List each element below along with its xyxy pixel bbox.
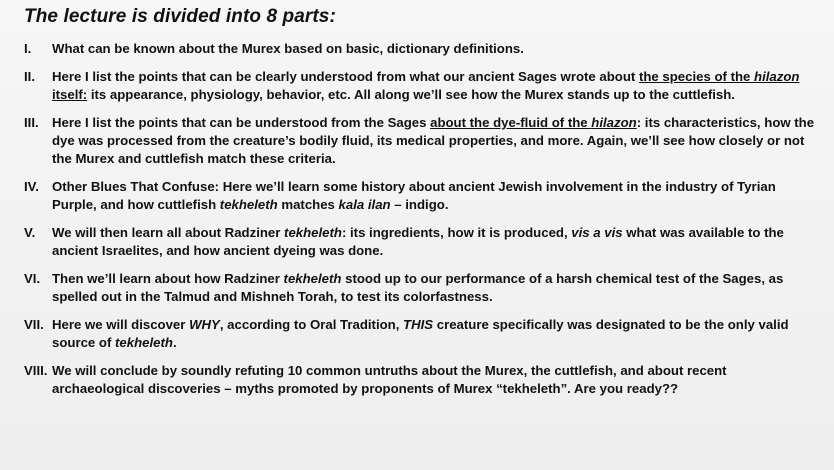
text-segment: THIS [403,317,434,332]
outline-item-text [52,40,820,58]
text-segment: Here I list the points that can be understood from the Sages [52,115,431,130]
outline-item-text [52,114,820,168]
text-segment: : its characteristics, how the dye was processed from the creature’s bodily fluid, its medical properties, and more. Again, we’ll see how closely or not the Murex and cuttlefish match these criteria. [52,115,815,166]
text-segment: We will conclude by soundly refuting 10 common untruths about the Murex, the cuttlefish, and about recent archaeological discoveries – myths promoted by proponents of Murex “tekheleth”. Are you ready?? [52,363,727,396]
text-segment: tekheleth [219,197,278,212]
text-segment: WHY [189,317,220,332]
text-segment: its appearance, physiology, behavior, etc. All along we’ll see how the Murex stands up to the cuttlefish. [87,87,735,102]
text-segment: what was available to the ancient Israelites, and how ancient dyeing was done. [52,225,784,258]
outline-item-number: VII. [24,317,44,332]
outline-item-text [52,68,820,104]
text-segment: : its ingredients, how it is produced, [341,225,572,240]
outline-item-text [52,316,820,352]
text-segment: kala ilan [338,197,391,212]
outline-item [24,40,820,58]
outline-item-text [52,178,820,214]
text-segment: . [172,335,177,350]
text-segment: What can be known about the Murex based on basic, dictionary definitions. [52,41,524,56]
lecture-outline-list [24,40,820,398]
outline-item [24,68,820,104]
outline-item-number: II. [24,69,35,84]
outline-item-number: VIII. [24,363,48,378]
outline-item-text [52,224,820,260]
text-segment: Here we will discover [52,317,190,332]
text-segment: matches [277,197,339,212]
outline-item-text [52,362,820,398]
text-segment: Other Blues That Confuse: Here we’ll learn some history about ancient Jewish involvement in the industry of Tyrian Purple, and how cuttlefish [52,179,776,212]
text-segment: tekheleth [115,335,173,350]
text-segment: stood up to our performance of a harsh chemical test of the Sages, as spelled out in the Talmud and Mishneh Torah, to test its colorfastness. [52,271,784,304]
outline-item [24,316,820,352]
text-segment: hilazon [754,69,800,84]
text-segment: We will then learn all about Radziner [52,225,285,240]
text-segment: the species of the [638,69,755,84]
slide-title: The lecture is divided into 8 parts: [24,6,336,27]
outline-item-number: III. [24,115,39,130]
outline-item-number: I. [24,41,32,56]
text-segment: , according to Oral Tradition, [219,317,404,332]
text-segment: itself: [52,87,88,102]
text-segment: creature specifically was designated to be the only valid source of [52,317,789,350]
text-segment: Then we’ll learn about how Radziner [52,271,284,286]
text-segment: vis a vis [571,225,623,240]
outline-item [24,114,820,168]
text-segment: Here I list the points that can be clearly understood from what our ancient Sages wrote about [52,69,639,84]
outline-item-number: IV. [24,179,39,194]
outline-item [24,270,820,306]
text-segment: hilazon [591,115,637,130]
outline-item [24,178,820,214]
outline-item [24,224,820,260]
text-segment: about the dye-fluid of the [430,115,592,130]
text-segment: – indigo. [390,197,449,212]
outline-item-number: VI. [24,271,41,286]
text-segment: tekheleth [283,271,342,286]
outline-item-number: V. [24,225,36,240]
outline-item-text [52,270,820,306]
outline-item [24,362,820,398]
text-segment: tekheleth [284,225,342,240]
